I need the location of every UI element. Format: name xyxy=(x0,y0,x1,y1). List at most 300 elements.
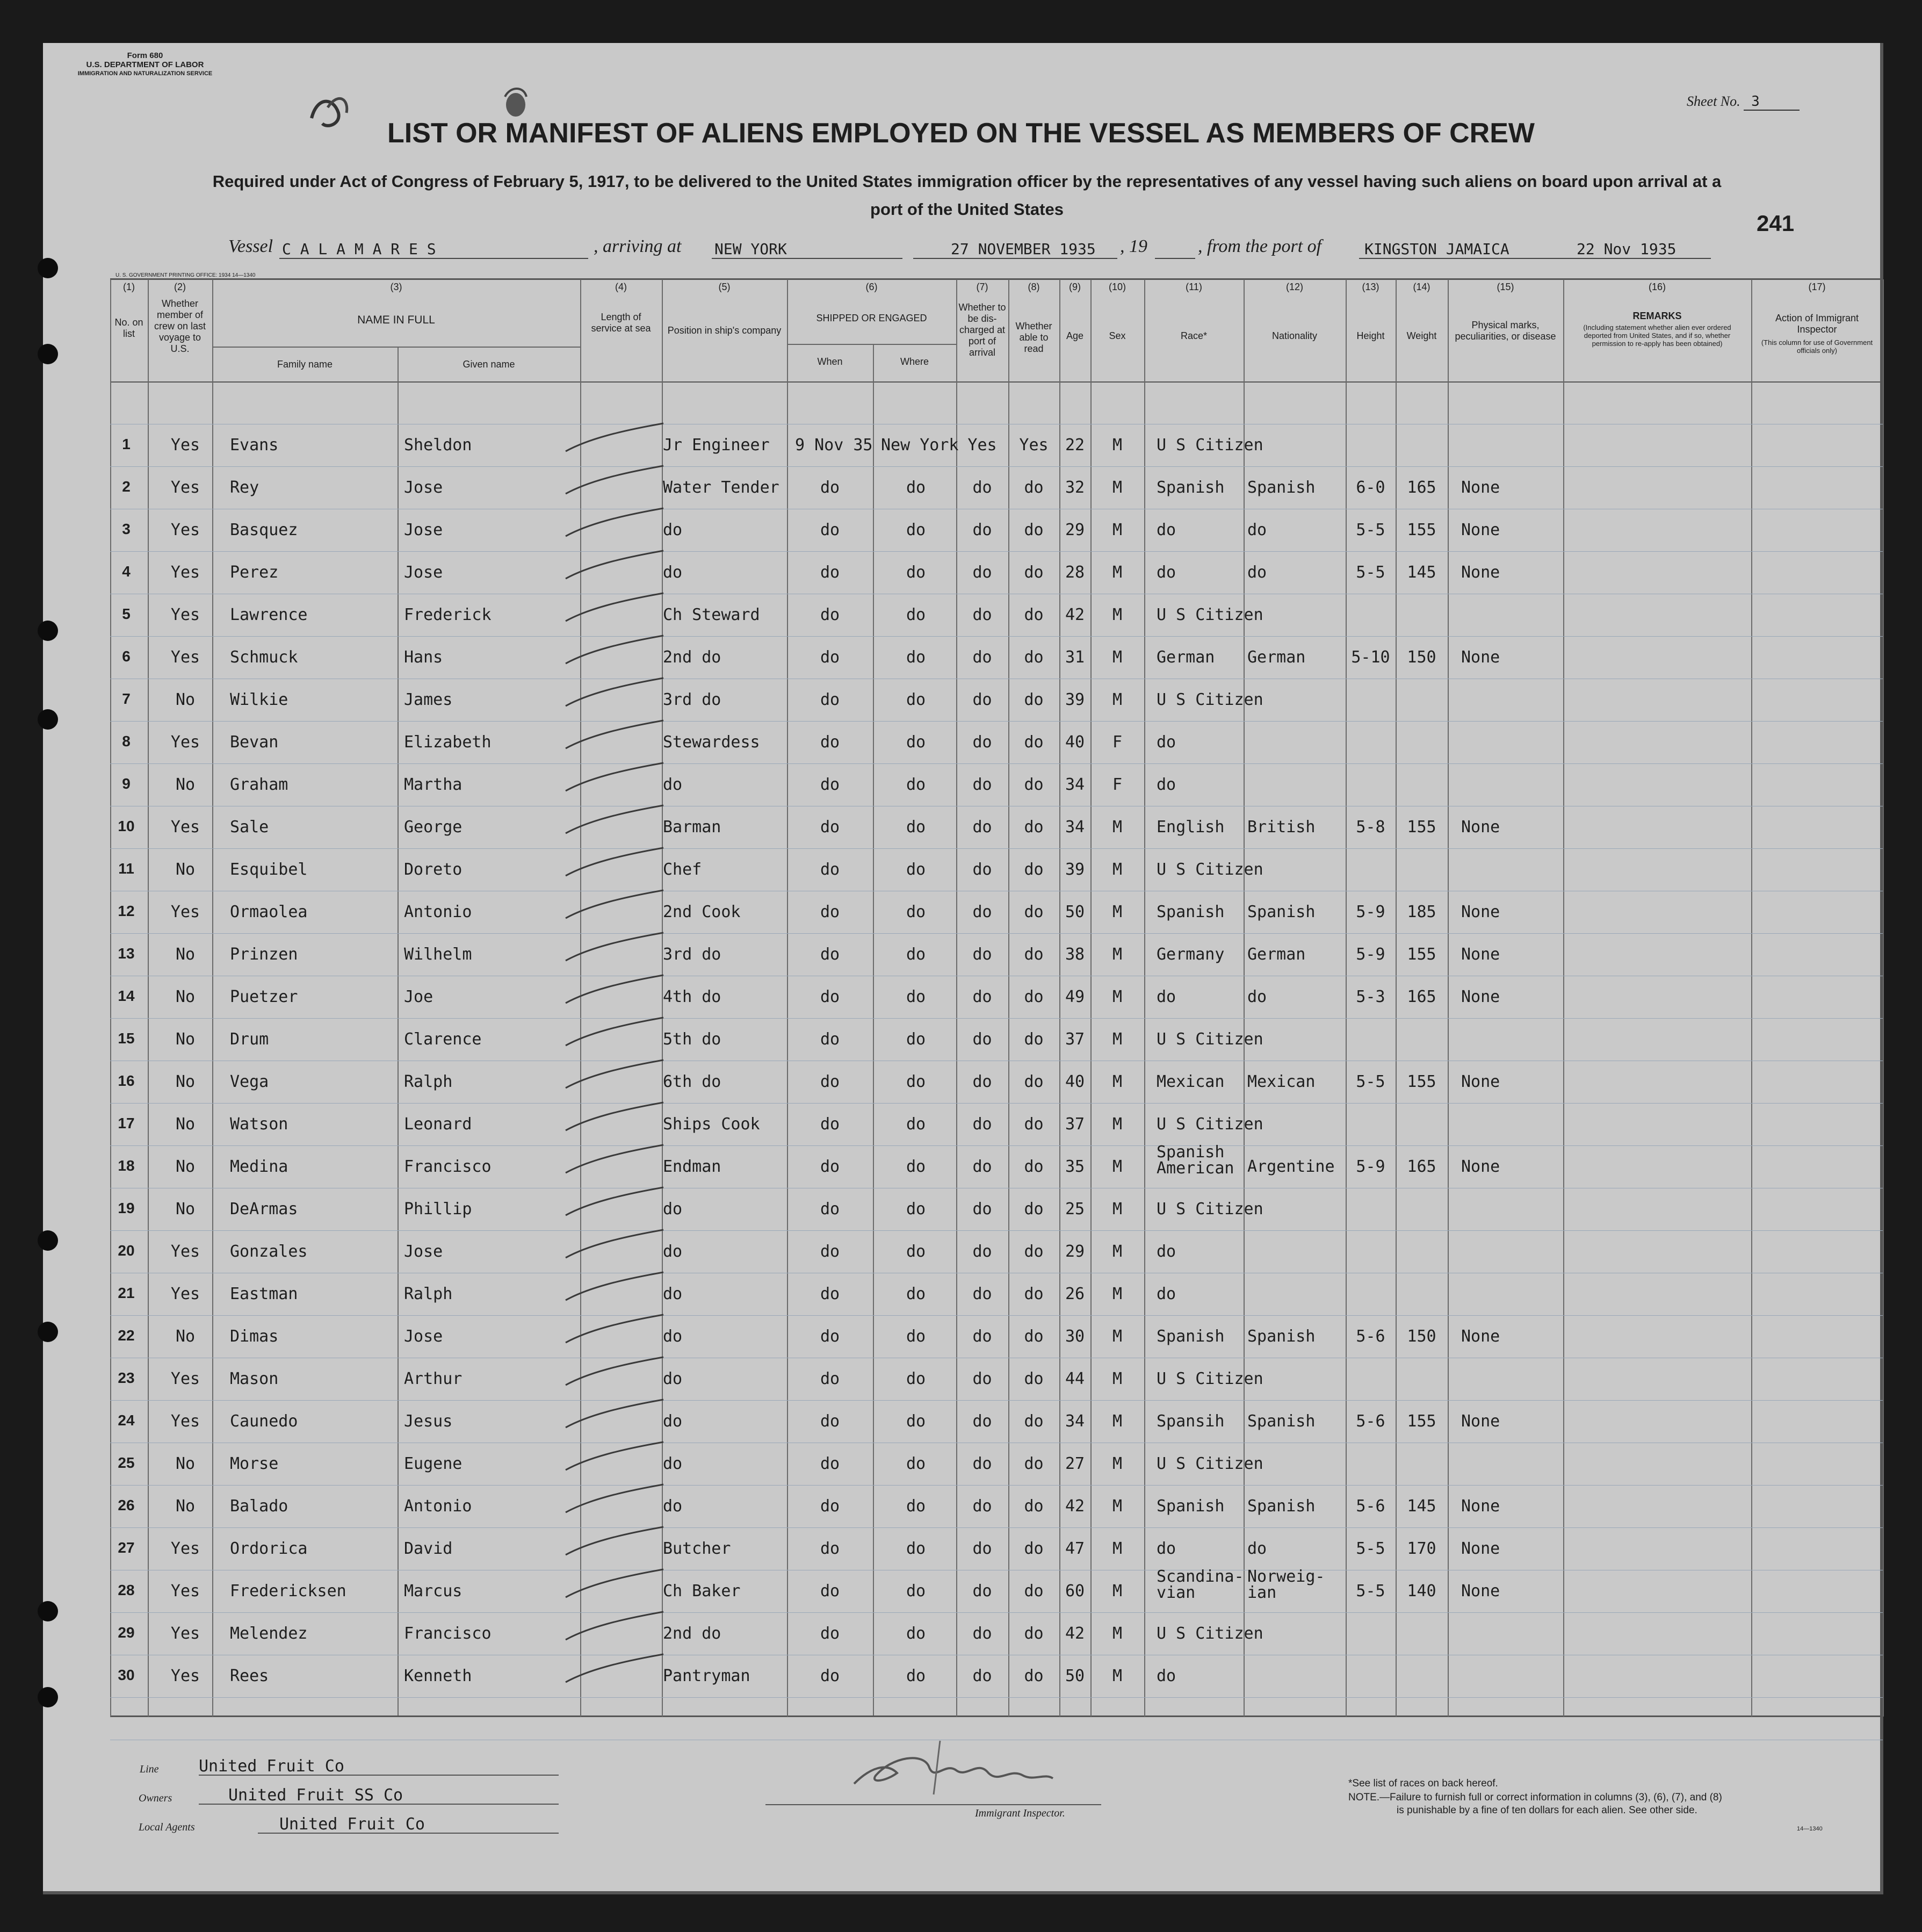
cell-sex: M xyxy=(1112,1030,1123,1049)
cell-last-voyage: No xyxy=(175,1030,196,1049)
punch-hole xyxy=(38,709,58,730)
cell-position: do xyxy=(663,775,683,794)
pencil-check-mark xyxy=(561,1396,669,1434)
cell-shipped-where: do xyxy=(906,1285,926,1303)
cell-given-name: Clarence xyxy=(404,1030,482,1049)
cell-age: 39 xyxy=(1065,690,1085,709)
arrival-date: 27 NOVEMBER 1935 xyxy=(951,240,1096,258)
cell-able-to-read: do xyxy=(1024,1412,1044,1431)
cell-race: U S Citizen xyxy=(1157,690,1263,709)
cell-shipped-where: do xyxy=(906,521,926,539)
cell-last-voyage: Yes xyxy=(170,1539,200,1558)
cell-given-name: David xyxy=(404,1539,453,1558)
cell-list-number: 20 xyxy=(118,1242,135,1259)
cell-shipped-where: do xyxy=(906,1072,926,1091)
cell-sex: M xyxy=(1112,1327,1123,1346)
cell-able-to-read: do xyxy=(1024,1200,1044,1219)
cell-list-number: 11 xyxy=(118,860,134,877)
cell-given-name: Jesus xyxy=(404,1412,453,1431)
cell-age: 32 xyxy=(1065,478,1085,497)
vessel-label: Vessel xyxy=(228,236,273,256)
cell-position: 2nd Cook xyxy=(663,903,741,921)
cell-sex: M xyxy=(1112,1582,1123,1601)
pencil-check-mark xyxy=(561,590,669,628)
col-number: (10) xyxy=(1108,282,1126,292)
cell-physical-marks: None xyxy=(1461,903,1500,921)
cell-shipped-when: do xyxy=(820,860,840,879)
cell-sex: M xyxy=(1112,1157,1123,1176)
cell-discharged: do xyxy=(972,1667,992,1685)
cell-last-voyage: No xyxy=(175,1327,196,1346)
cell-list-number: 21 xyxy=(118,1285,135,1301)
cell-discharged: do xyxy=(972,1412,992,1431)
subtitle-line-1: Required under Act of Congress of February 5, 1917, to be delivered to the United States immigration officer by the representatives of any vessel having such aliens on board upon arrival at a xyxy=(212,172,1722,191)
cell-nationality: Norweig- ian xyxy=(1247,1567,1325,1602)
cell-age: 47 xyxy=(1065,1539,1085,1558)
cell-height: 5-3 xyxy=(1356,987,1385,1006)
cell-family-name: Bevan xyxy=(230,733,279,752)
cell-sex: M xyxy=(1112,521,1123,539)
inspector-signature-icon xyxy=(838,1730,1064,1800)
cell-shipped-when: do xyxy=(820,563,840,582)
cell-height: 5-9 xyxy=(1356,1157,1385,1176)
cell-given-name: Jose xyxy=(404,563,443,582)
cell-given-name: Martha xyxy=(404,775,463,794)
cell-nationality: Spanish xyxy=(1247,1412,1316,1431)
col-number: (4) xyxy=(615,282,627,292)
cell-able-to-read: do xyxy=(1024,1157,1044,1176)
cell-race: do xyxy=(1157,733,1176,752)
cell-physical-marks: None xyxy=(1461,478,1500,497)
cell-shipped-where: New York xyxy=(881,436,959,455)
cell-weight: 170 xyxy=(1407,1539,1436,1558)
cell-discharged: do xyxy=(972,605,992,624)
cell-age: 42 xyxy=(1065,1497,1085,1516)
cell-last-voyage: No xyxy=(175,987,196,1006)
cell-shipped-where: do xyxy=(906,1539,926,1558)
cell-last-voyage: No xyxy=(175,1497,196,1516)
cell-shipped-when: do xyxy=(820,1115,840,1134)
col-number: (1) xyxy=(123,282,135,292)
cell-nationality: Spanish xyxy=(1247,478,1316,497)
cell-nationality: Spanish xyxy=(1247,1327,1316,1346)
cell-shipped-when: do xyxy=(820,1454,840,1473)
cell-able-to-read: do xyxy=(1024,1327,1044,1346)
cell-family-name: DeArmas xyxy=(230,1200,298,1219)
col-number: (8) xyxy=(1028,282,1040,292)
pencil-check-mark xyxy=(561,802,669,840)
cell-family-name: Medina xyxy=(230,1157,288,1176)
cell-shipped-where: do xyxy=(906,1454,926,1473)
cell-list-number: 6 xyxy=(122,648,131,665)
form-identifier xyxy=(59,51,231,78)
cell-list-number: 4 xyxy=(122,563,131,580)
col-number: (3) xyxy=(390,282,402,292)
cell-age: 35 xyxy=(1065,1157,1085,1176)
cell-last-voyage: Yes xyxy=(170,1667,200,1685)
cell-shipped-when: do xyxy=(820,478,840,497)
col-header-age: Age xyxy=(1066,330,1084,341)
cell-position: 2nd do xyxy=(663,1624,721,1643)
col-number: (12) xyxy=(1285,282,1303,292)
pencil-check-mark xyxy=(561,420,669,458)
cell-last-voyage: Yes xyxy=(170,903,200,921)
cell-last-voyage: Yes xyxy=(170,605,200,624)
cell-weight: 165 xyxy=(1407,987,1436,1006)
col-header-nationality: Nationality xyxy=(1271,330,1318,341)
pencil-check-mark xyxy=(561,1311,669,1349)
cell-able-to-read: do xyxy=(1024,1454,1044,1473)
cell-given-name: Phillip xyxy=(404,1200,472,1219)
cell-able-to-read: do xyxy=(1024,1030,1044,1049)
cell-sex: M xyxy=(1112,563,1123,582)
cell-race: Mexican xyxy=(1157,1072,1225,1091)
cell-sex: M xyxy=(1112,1624,1123,1643)
cell-last-voyage: No xyxy=(175,860,196,879)
cell-given-name: James xyxy=(404,690,453,709)
races-note: *See list of races on back hereof. xyxy=(1348,1778,1498,1789)
cell-family-name: Prinzen xyxy=(230,945,298,964)
cell-race: do xyxy=(1157,1539,1176,1558)
cell-list-number: 28 xyxy=(118,1582,135,1598)
cell-family-name: Watson xyxy=(230,1115,288,1134)
cell-last-voyage: Yes xyxy=(170,1582,200,1601)
cell-weight: 155 xyxy=(1407,818,1436,837)
cell-shipped-where: do xyxy=(906,1624,926,1643)
cell-given-name: Jose xyxy=(404,1242,443,1261)
cell-weight: 155 xyxy=(1407,945,1436,964)
cell-sex: M xyxy=(1112,1369,1123,1388)
cell-position: Stewardess xyxy=(663,733,760,752)
penalty-note-cont: is punishable by a fine of ten dollars for each alien. See other side. xyxy=(1397,1805,1697,1816)
vessel-name: C A L A M A R E S xyxy=(282,240,436,258)
cell-age: 34 xyxy=(1065,1412,1085,1431)
pencil-check-mark xyxy=(561,1099,669,1137)
pencil-check-mark xyxy=(561,1269,669,1307)
cell-physical-marks: None xyxy=(1461,945,1500,964)
pencil-check-mark xyxy=(561,845,669,882)
cell-discharged: do xyxy=(972,1115,992,1134)
cell-shipped-where: do xyxy=(906,1157,926,1176)
cell-last-voyage: Yes xyxy=(170,436,200,455)
cell-sex: M xyxy=(1112,860,1123,879)
stamp-number: 241 xyxy=(1757,211,1795,236)
cell-last-voyage: No xyxy=(175,1115,196,1134)
cell-position: do xyxy=(663,521,683,539)
printing-office-line: U. S. GOVERNMENT PRINTING OFFICE: 1934 14—1340 xyxy=(115,272,256,278)
cell-given-name: Sheldon xyxy=(404,436,472,455)
pencil-check-mark xyxy=(561,717,669,755)
cell-family-name: Puetzer xyxy=(230,987,298,1006)
cell-last-voyage: No xyxy=(175,775,196,794)
cell-discharged: do xyxy=(972,1157,992,1176)
page-title: LIST OR MANIFEST OF ALIENS EMPLOYED ON THE VESSEL AS MEMBERS OF CREW xyxy=(387,118,1535,149)
cell-age: 22 xyxy=(1065,436,1085,455)
cell-position: do xyxy=(663,1242,683,1261)
form-number: Form 680 xyxy=(127,51,163,60)
service-name: IMMIGRATION AND NATURALIZATION SERVICE xyxy=(77,70,213,77)
cell-shipped-where: do xyxy=(906,860,926,879)
col-number: (7) xyxy=(976,282,988,292)
cell-list-number: 23 xyxy=(118,1369,135,1386)
cell-height: 5-5 xyxy=(1356,1072,1385,1091)
cell-nationality: German xyxy=(1247,648,1306,667)
year-label: , 19 xyxy=(1120,236,1147,256)
cell-age: 42 xyxy=(1065,605,1085,624)
cell-weight: 165 xyxy=(1407,1157,1436,1176)
pencil-check-mark xyxy=(561,1609,669,1646)
cell-nationality: do xyxy=(1247,563,1267,582)
cell-given-name: Frederick xyxy=(404,605,492,624)
cell-position: Endman xyxy=(663,1157,721,1176)
cell-list-number: 8 xyxy=(122,733,131,749)
cell-family-name: Balado xyxy=(230,1497,288,1516)
cell-position: Jr Engineer xyxy=(663,436,770,455)
cell-shipped-when: do xyxy=(820,1539,840,1558)
cell-shipped-when: do xyxy=(820,1497,840,1516)
cell-shipped-when: do xyxy=(820,1327,840,1346)
cell-discharged: do xyxy=(972,478,992,497)
cell-last-voyage: No xyxy=(175,945,196,964)
cell-list-number: 17 xyxy=(118,1115,135,1131)
cell-shipped-when: do xyxy=(820,1030,840,1049)
cell-race: Spansih xyxy=(1157,1412,1225,1431)
cell-family-name: Ormaolea xyxy=(230,903,308,921)
cell-shipped-where: do xyxy=(906,1327,926,1346)
departure-date: 22 Nov 1935 xyxy=(1577,240,1677,258)
cell-position: Barman xyxy=(663,818,721,837)
cell-sex: M xyxy=(1112,1285,1123,1303)
cell-race: Spanish American xyxy=(1157,1143,1234,1178)
cell-height: 5-8 xyxy=(1356,818,1385,837)
cell-sex: M xyxy=(1112,1072,1123,1091)
sheet-number-field xyxy=(1687,93,1800,111)
cell-height: 5-6 xyxy=(1356,1497,1385,1516)
cell-age: 29 xyxy=(1065,521,1085,539)
cell-list-number: 19 xyxy=(118,1200,135,1216)
cell-discharged: do xyxy=(972,945,992,964)
cell-discharged: do xyxy=(972,1285,992,1303)
cell-discharged: do xyxy=(972,1454,992,1473)
cell-nationality: Spanish xyxy=(1247,903,1316,921)
cell-sex: M xyxy=(1112,436,1123,455)
cell-given-name: Marcus xyxy=(404,1582,463,1601)
cell-race: Spanish xyxy=(1157,903,1225,921)
col-header-last-voyage: Whether member of crew on last voyage to U.S. xyxy=(154,298,206,354)
pencil-check-mark xyxy=(561,675,669,712)
cell-sex: M xyxy=(1112,1200,1123,1219)
cell-sex: F xyxy=(1112,733,1123,752)
punch-hole xyxy=(38,258,58,278)
col-number: (17) xyxy=(1808,282,1826,292)
cell-position: do xyxy=(663,1497,683,1516)
agents-label: Local Agents xyxy=(139,1821,195,1833)
cell-shipped-where: do xyxy=(906,1582,926,1601)
cell-age: 37 xyxy=(1065,1030,1085,1049)
cell-family-name: Sale xyxy=(230,818,269,837)
cell-last-voyage: Yes xyxy=(170,521,200,539)
cell-list-number: 24 xyxy=(118,1412,135,1429)
cell-age: 50 xyxy=(1065,1667,1085,1685)
cell-physical-marks: None xyxy=(1461,1582,1500,1601)
cell-discharged: do xyxy=(972,1624,992,1643)
cell-shipped-where: do xyxy=(906,648,926,667)
cell-family-name: Ordorica xyxy=(230,1539,308,1558)
punch-hole xyxy=(38,621,58,641)
cell-discharged: do xyxy=(972,733,992,752)
cell-list-number: 14 xyxy=(118,987,135,1004)
cell-shipped-when: do xyxy=(820,1242,840,1261)
cell-last-voyage: Yes xyxy=(170,648,200,667)
cell-family-name: Melendez xyxy=(230,1624,308,1643)
cell-family-name: Caunedo xyxy=(230,1412,298,1431)
col-header-weight: Weight xyxy=(1406,330,1437,341)
departure-port: KINGSTON JAMAICA xyxy=(1364,240,1509,258)
cell-position: do xyxy=(663,563,683,582)
cell-given-name: Kenneth xyxy=(404,1667,472,1685)
cell-sex: M xyxy=(1112,1667,1123,1685)
cell-age: 26 xyxy=(1065,1285,1085,1303)
cell-sex: F xyxy=(1112,775,1123,794)
cell-able-to-read: do xyxy=(1024,818,1044,837)
cell-race: Spanish xyxy=(1157,1497,1225,1516)
cell-family-name: Morse xyxy=(230,1454,279,1473)
cell-shipped-where: do xyxy=(906,733,926,752)
cell-position: do xyxy=(663,1369,683,1388)
cell-race: do xyxy=(1157,1667,1176,1685)
cell-shipped-when: do xyxy=(820,521,840,539)
cell-position: 3rd do xyxy=(663,945,721,964)
cell-shipped-where: do xyxy=(906,1667,926,1685)
punch-hole xyxy=(38,1601,58,1621)
cell-discharged: Yes xyxy=(967,436,997,455)
cell-physical-marks: None xyxy=(1461,1497,1500,1516)
cell-last-voyage: Yes xyxy=(170,478,200,497)
cell-able-to-read: do xyxy=(1024,1242,1044,1261)
cell-list-number: 9 xyxy=(122,775,131,792)
cell-discharged: do xyxy=(972,563,992,582)
cell-position: Chef xyxy=(663,860,702,879)
col-number: (14) xyxy=(1413,282,1430,292)
cell-race: do xyxy=(1157,775,1176,794)
cell-family-name: Lawrence xyxy=(230,605,308,624)
col-number: (11) xyxy=(1186,282,1202,292)
col-header-given-name: Given name xyxy=(463,359,515,370)
cell-race: do xyxy=(1157,987,1176,1006)
cell-family-name: Eastman xyxy=(230,1285,298,1303)
col-number: (16) xyxy=(1648,282,1666,292)
col-header-where: Where xyxy=(900,356,929,367)
cell-list-number: 22 xyxy=(118,1327,135,1344)
cell-position: Pantryman xyxy=(663,1667,750,1685)
cell-discharged: do xyxy=(972,1030,992,1049)
cell-able-to-read: do xyxy=(1024,648,1044,667)
cell-able-to-read: do xyxy=(1024,775,1044,794)
cell-given-name: Jose xyxy=(404,521,443,539)
cell-nationality: Mexican xyxy=(1247,1072,1316,1091)
cell-age: 27 xyxy=(1065,1454,1085,1473)
punch-hole xyxy=(38,1687,58,1707)
cell-list-number: 29 xyxy=(118,1624,135,1641)
cell-last-voyage: Yes xyxy=(170,563,200,582)
pencil-check-mark xyxy=(561,887,669,925)
cell-race: U S Citizen xyxy=(1157,1115,1263,1134)
page-subtitle xyxy=(134,168,1800,224)
col-number: (15) xyxy=(1497,282,1514,292)
pencil-check-mark xyxy=(561,1227,669,1264)
cell-height: 5-9 xyxy=(1356,945,1385,964)
col-header-position: Position in ship's company xyxy=(667,325,782,336)
cell-height: 6-0 xyxy=(1356,478,1385,497)
cell-sex: M xyxy=(1112,1454,1123,1473)
col-header-inspector-note: (This column for use of Government officials only) xyxy=(1761,338,1873,355)
cell-physical-marks: None xyxy=(1461,1157,1500,1176)
cell-race: U S Citizen xyxy=(1157,1369,1263,1388)
col-header-sex: Sex xyxy=(1109,330,1126,341)
cell-discharged: do xyxy=(972,1369,992,1388)
col-number: (9) xyxy=(1069,282,1081,292)
cell-race: Scandina- vian xyxy=(1157,1567,1244,1602)
cell-able-to-read: do xyxy=(1024,1624,1044,1643)
cell-sex: M xyxy=(1112,1242,1123,1261)
cell-age: 60 xyxy=(1065,1582,1085,1601)
pencil-check-mark xyxy=(561,1057,669,1094)
cell-age: 30 xyxy=(1065,1327,1085,1346)
cell-race: Spanish xyxy=(1157,1327,1225,1346)
cell-weight: 145 xyxy=(1407,563,1436,582)
pencil-check-mark xyxy=(561,632,669,670)
col-header-remarks-note: (Including statement whether alien ever ordered deported from United States, and if so, whether permission to re-apply has been obtained) xyxy=(1583,323,1731,348)
cell-age: 44 xyxy=(1065,1369,1085,1388)
cell-able-to-read: do xyxy=(1024,1072,1044,1091)
punch-hole xyxy=(38,1230,58,1251)
cell-height: 5-5 xyxy=(1356,1582,1385,1601)
cell-shipped-where: do xyxy=(906,987,926,1006)
cell-discharged: do xyxy=(972,1242,992,1261)
cell-family-name: Rees xyxy=(230,1667,269,1685)
cell-discharged: do xyxy=(972,775,992,794)
col-header-no-on-list: No. on list xyxy=(114,317,143,339)
pencil-check-mark xyxy=(561,1014,669,1052)
cell-physical-marks: None xyxy=(1461,1539,1500,1558)
cell-family-name: Schmuck xyxy=(230,648,298,667)
cell-position: do xyxy=(663,1200,683,1219)
cell-age: 25 xyxy=(1065,1200,1085,1219)
cell-weight: 155 xyxy=(1407,1072,1436,1091)
cell-shipped-when: do xyxy=(820,1157,840,1176)
cell-weight: 145 xyxy=(1407,1497,1436,1516)
cell-able-to-read: do xyxy=(1024,1115,1044,1134)
cell-given-name: Hans xyxy=(404,648,443,667)
pencil-check-mark xyxy=(561,1481,669,1519)
cell-shipped-when: do xyxy=(820,648,840,667)
department-name: U.S. DEPARTMENT OF LABOR xyxy=(86,60,204,69)
cell-sex: M xyxy=(1112,818,1123,837)
cell-position: Ch Baker xyxy=(663,1582,741,1601)
cell-family-name: Evans xyxy=(230,436,279,455)
owners-label: Owners xyxy=(139,1792,172,1804)
cell-physical-marks: None xyxy=(1461,1072,1500,1091)
cell-given-name: Antonio xyxy=(404,903,472,921)
cell-nationality: do xyxy=(1247,987,1267,1006)
cell-given-name: Jose xyxy=(404,478,443,497)
cell-height: 5-6 xyxy=(1356,1327,1385,1346)
cell-nationality: do xyxy=(1247,521,1267,539)
cell-family-name: Esquibel xyxy=(230,860,308,879)
cell-age: 42 xyxy=(1065,1624,1085,1643)
cell-shipped-when: do xyxy=(820,605,840,624)
form-code: 14—1340 xyxy=(1797,1826,1823,1832)
